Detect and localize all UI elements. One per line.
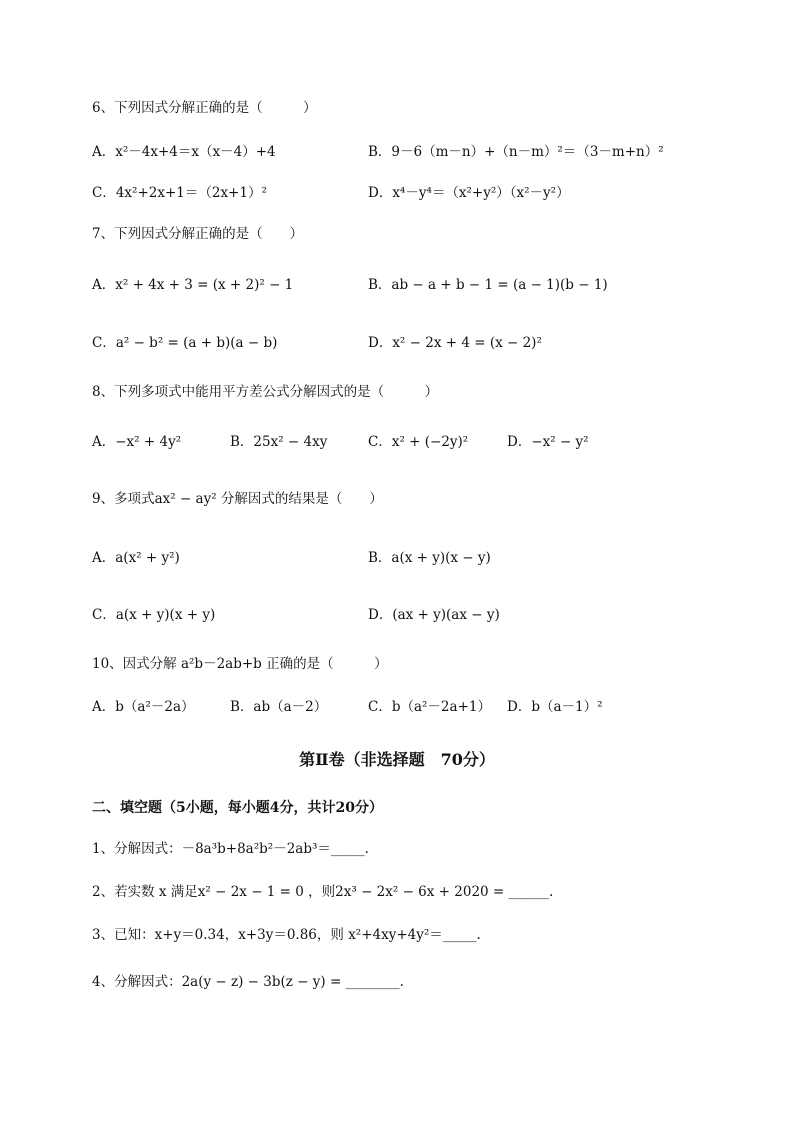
q9-option-c: C．a(x + y)(x + y) — [92, 607, 216, 623]
q7-option-d: D．x² − 2x + 4 = (x − 2)² — [368, 335, 542, 351]
q6-option-c: C．4x²+2x+1＝（2x+1）² — [92, 185, 267, 201]
q10-stem: 10、因式分解 a²b－2ab+b 正确的是（ ） — [92, 656, 388, 672]
q7-option-a: A．x² + 4x + 3 = (x + 2)² − 1 — [92, 277, 294, 293]
q7-option-b: B．ab − a + b − 1 = (a − 1)(b − 1) — [368, 277, 608, 293]
section-title: 第Ⅱ卷（非选择题 70分） — [299, 750, 495, 769]
q10-option-a: A．b（a²－2a） — [92, 699, 195, 715]
q9-option-b: B．a(x + y)(x − y) — [368, 550, 491, 566]
q6-option-b: B．9－6（m－n）+（n－m）²＝（3－m+n）² — [368, 144, 664, 160]
q8-option-a: A．−x² + 4y² — [92, 434, 182, 450]
q10-option-d: D．b（a－1）² — [507, 699, 603, 715]
q8-option-b: B．25x² − 4xy — [230, 434, 328, 450]
q8-option-c: C．x² + (−2y)² — [368, 434, 469, 450]
q9-option-a: A．a(x² + y²) — [92, 550, 180, 566]
fill-question-4: 4、分解因式：2a(y − z) − 3b(z − y) = ________. — [92, 974, 404, 990]
q9-stem: 9、多项式ax² − ay² 分解因式的结果是（ ） — [92, 491, 383, 507]
fill-question-3: 3、已知：x+y＝0.34，x+3y＝0.86，则 x²+4xy+4y²＝_____. — [92, 927, 481, 943]
q6-option-d: D．x⁴－y⁴＝（x²+y²）（x²－y²） — [368, 185, 570, 201]
q8-stem: 8、下列多项式中能用平方差公式分解因式的是（ ） — [92, 384, 439, 400]
q7-stem: 7、下列因式分解正确的是（ ） — [92, 226, 304, 242]
q8-option-d: D．−x² − y² — [507, 434, 589, 450]
q7-option-c: C．a² − b² = (a + b)(a − b) — [92, 335, 278, 351]
section-subtitle: 二、填空题（5小题，每小题4分，共计20分） — [92, 800, 383, 816]
fill-question-2: 2、若实数 x 满足x² − 2x − 1 = 0 ，则2x³ − 2x² − 6x + 2020 = ______. — [92, 884, 554, 900]
fill-question-1: 1、分解因式：－8a³b+8a²b²－2ab³＝_____. — [92, 841, 369, 857]
q10-option-c: C．b（a²－2a+1） — [368, 699, 491, 715]
q10-option-b: B．ab（a－2） — [230, 699, 328, 715]
q6-option-a: A．x²－4x+4＝x（x－4）+4 — [92, 144, 276, 160]
q9-option-d: D．(ax + y)(ax − y) — [368, 607, 500, 623]
q6-stem: 6、下列因式分解正确的是（ ） — [92, 100, 317, 116]
